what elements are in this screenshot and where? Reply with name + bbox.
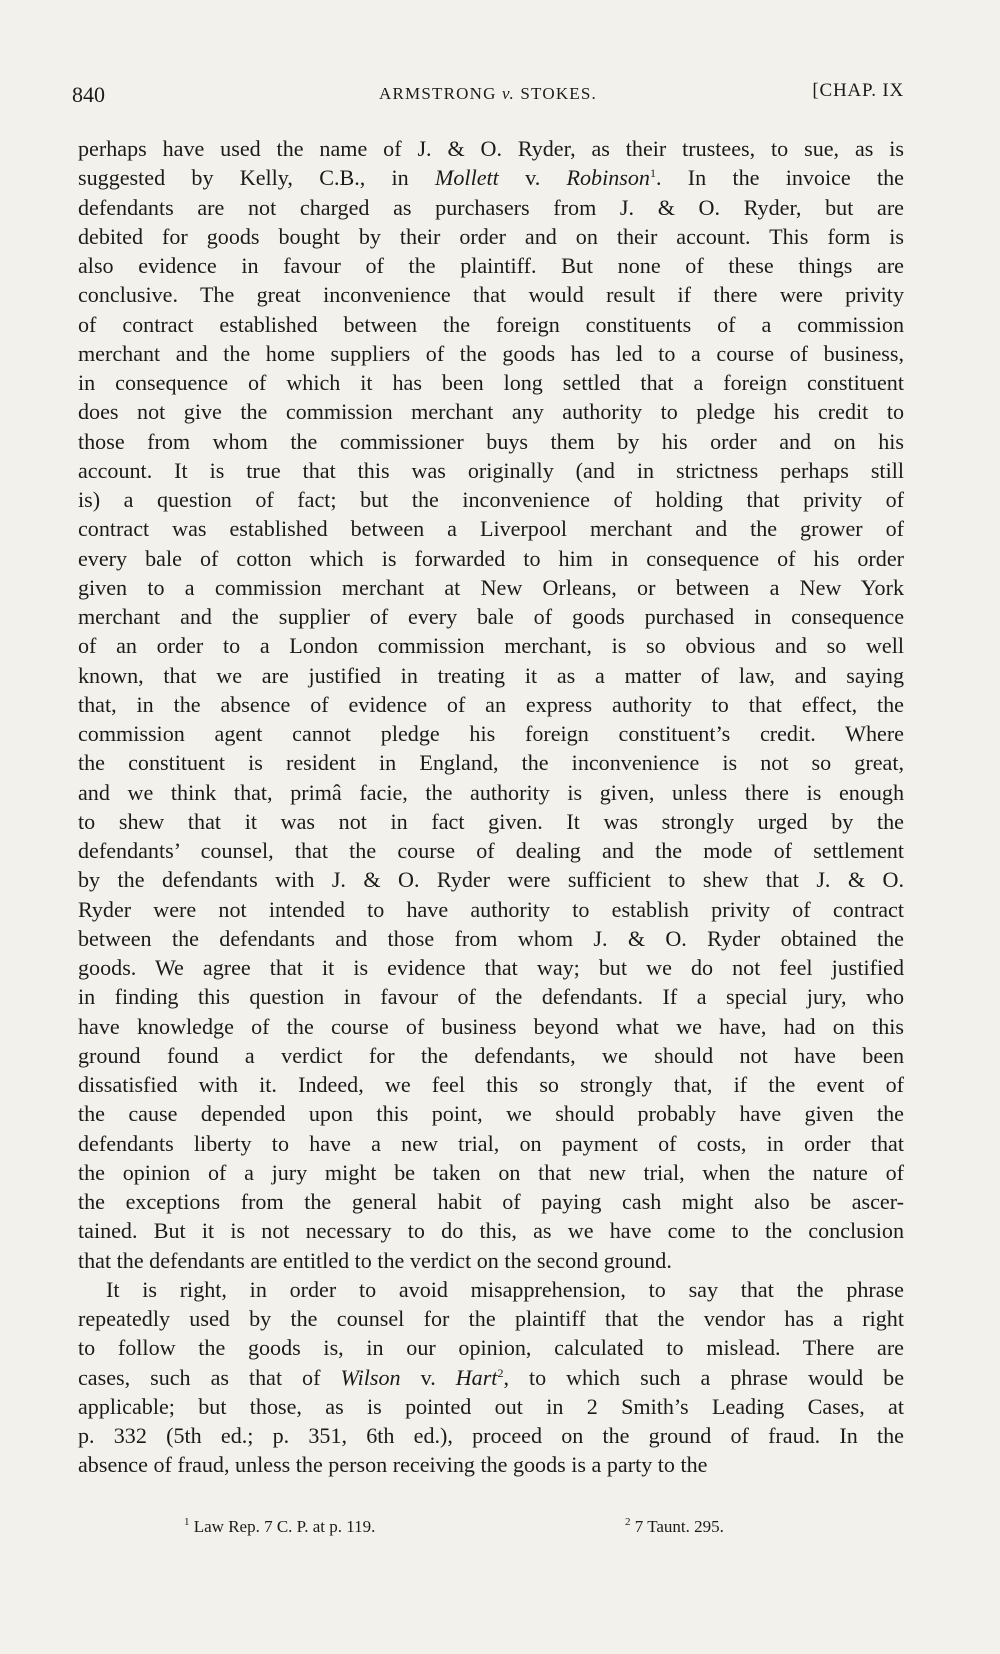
text-line: of an order to a London commission merchant, is so obvious and so well [78,633,904,659]
text-line: applicable; but those, as is pointed out in 2 Smith’s Leading Cases, at [78,1393,904,1419]
footnote-marker: 2 [497,1365,504,1380]
case-name: Mollett [434,165,499,191]
text-line: is) a question of fact; but the inconvenience of holding that privity of [78,487,904,512]
text-line: the exceptions from the general habit of paying cash might also be ascer- [78,1189,904,1214]
case-connector: v. [420,1364,436,1390]
text-line: It is right, in order to avoid misapprehension, to say that the phrase [106,1276,904,1302]
text-line: defendants’ counsel, that the course of dealing and the mode of settlement [78,838,904,863]
text-line: contract was established between a Liverpool merchant and the grower of [78,516,904,542]
footnote-marker: 2 [625,1516,631,1528]
body-text [78,134,904,1480]
text-line: have knowledge of the course of business beyond what we have, had on this [78,1013,904,1039]
text-line: those from whom the commissioner buys them by his order and on his [78,428,904,454]
case-name: Wilson [340,1364,401,1390]
text-line: merchant and the supplier of every bale of goods purchased in consequence [78,604,904,629]
chapter-reference: [CHAP. IX [812,80,904,101]
paragraph-2 [78,1275,904,1480]
text-line: known, that we are justified in treating it as a matter of law, and saying [78,662,904,688]
text-line: in consequence of which it has been long settled that a foreign constituent [78,370,904,395]
text-line: debited for goods bought by their order and on their account. This form is [78,223,904,249]
text-line: to follow the goods is, in our opinion, calculated to mislead. There are [78,1335,904,1361]
text-line: conclusive. The great inconvenience that would result if there were privity [78,282,904,308]
text-line: the cause depended upon this point, we should probably have given the [78,1101,904,1127]
text-line: by the defendants with J. & O. Ryder were sufficient to shew that J. & O. [78,867,904,893]
text-line: Ryder were not intended to have authority to establish privity of contract [78,896,904,922]
text-line: commission agent cannot pledge his foreign constituent’s credit. Where [78,721,904,746]
line-text: suggested by Kelly, C.B., in [78,165,435,191]
footnote-1 [184,1516,375,1538]
text-line: given to a commission merchant at New Orleans, or between a New York [78,574,904,600]
text-line: between the defendants and those from whom J. & O. Ryder obtained the [78,925,904,951]
text-line: absence of fraud, unless the person receiving the goods is a party to the [78,1452,708,1478]
case-name: Hart [455,1364,498,1390]
text-line [78,163,904,192]
text-line: account. It is true that this was originally (and in strictness perhaps still [78,457,904,483]
text-line: goods. We agree that it is evidence that way; but we do not feel justified [78,955,904,980]
footnote-2 [625,1516,724,1538]
running-head [72,78,904,114]
text-line: every bale of cotton which is forwarded to him in consequence of his order [78,545,904,571]
text-line: in finding this question in favour of the defendants. If a special jury, who [78,984,904,1010]
text-line: dissatisfied with it. Indeed, we feel this so strongly that, if the event of [78,1072,904,1097]
text-line: does not give the commission merchant any authority to pledge his credit to [78,399,904,425]
footnote-text: 7 Taunt. 295. [634,1517,724,1536]
line-text: , to which such a phrase would be [503,1364,905,1390]
paragraph-1 [78,134,904,1275]
footnote-text: Law Rep. 7 C. P. at p. 119. [193,1517,376,1536]
line-text: . In the invoice the [655,165,904,191]
text-line: that, in the absence of evidence of an express authority to that effect, the [78,691,904,717]
text-line: tained. But it is not necessary to do this, as we have come to the conclusion [78,1218,904,1244]
line-text: cases, such as that of [78,1364,341,1390]
text-line: the opinion of a jury might be taken on that new trial, when the nature of [78,1159,904,1185]
text-line: ground found a verdict for the defendants, we should not have been [78,1042,904,1068]
text-line: the constituent is resident in England, the inconvenience is not so great, [78,750,904,776]
text-line: repeatedly used by the counsel for the plaintiff that the vendor has a right [78,1306,904,1331]
text-line: merchant and the home suppliers of the goods has led to a course of business, [78,340,904,366]
running-title-party-a: ARMSTRONG [379,84,497,103]
text-line: defendants liberty to have a new trial, on payment of costs, in order that [78,1130,904,1156]
text-line: of contract established between the foreign constituents of a commission [78,311,904,337]
running-title-connector: v. [502,84,515,103]
text-line: also evidence in favour of the plaintiff. But none of these things are [78,253,904,278]
page-number: 840 [72,82,105,107]
text-line [78,1363,904,1392]
text-line: to shew that it was not in fact given. It was strongly urged by the [78,808,904,834]
footnote-marker: 1 [649,166,656,181]
footnote-marker: 1 [184,1516,190,1528]
case-name: Robinson [566,165,650,191]
text-line: that the defendants are entitled to the verdict on the second ground. [78,1247,672,1273]
text-line: perhaps have used the name of J. & O. Ryder, as their trustees, to sue, as is [78,136,904,161]
text-line: p. 332 (5th ed.; p. 351, 6th ed.), proceed on the ground of fraud. In the [78,1423,904,1448]
case-connector: v. [525,165,541,191]
text-line: and we think that, primâ facie, the authority is given, unless there is enough [78,779,904,805]
text-line: defendants are not charged as purchasers from J. & O. Ryder, but are [78,194,904,220]
running-title [72,84,904,104]
running-title-party-b: STOKES. [520,84,597,103]
